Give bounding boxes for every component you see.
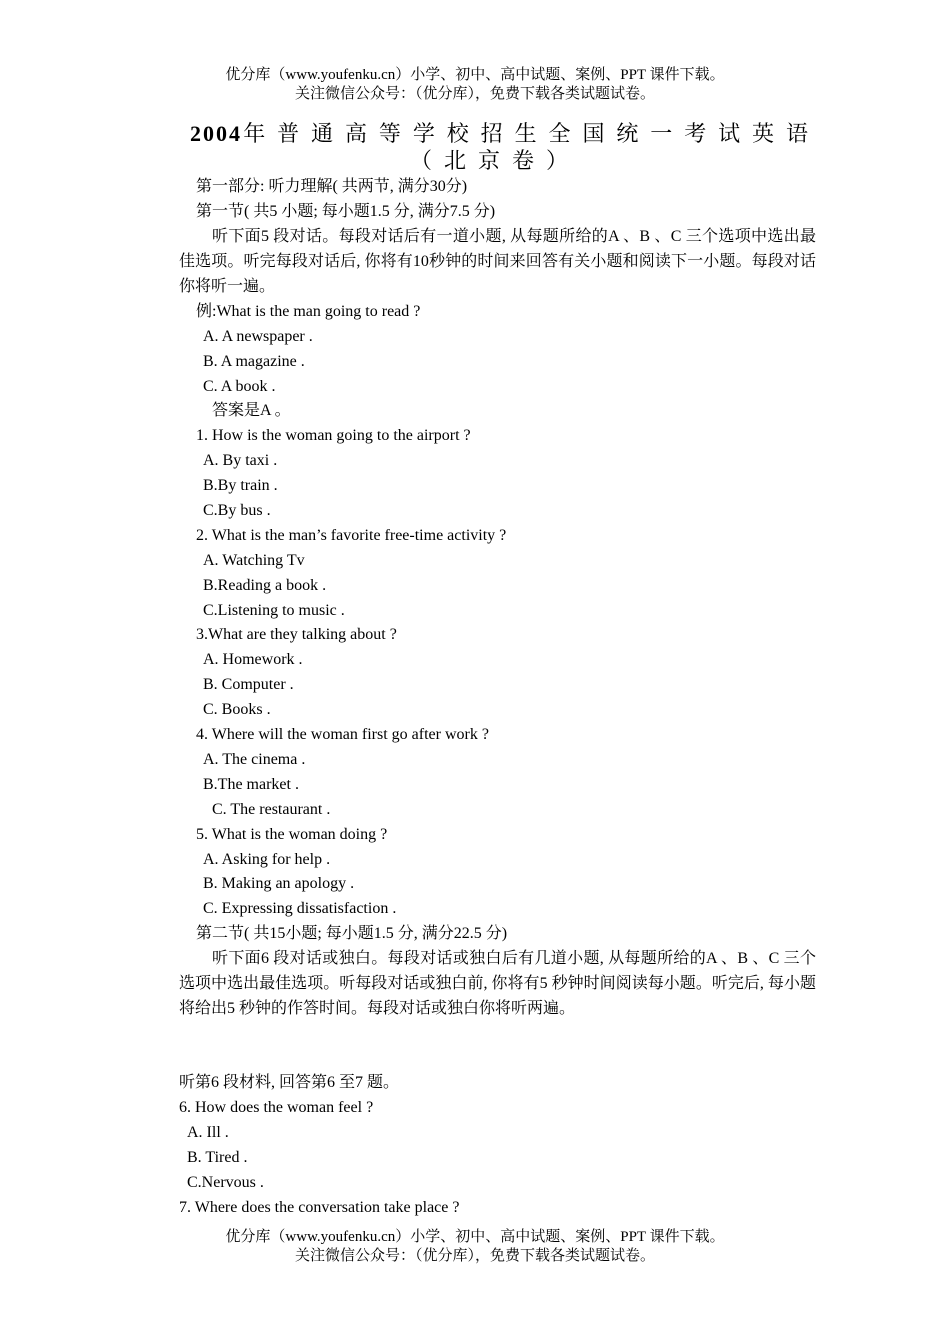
section1-heading: 第一节( 共5 小题; 每小题1.5 分, 满分7.5 分): [196, 203, 496, 220]
option: C.Listening to music .: [203, 602, 345, 619]
example-answer: 答案是A 。: [212, 402, 291, 419]
option: C.Nervous .: [187, 1174, 264, 1191]
section2-heading: 第二节( 共15小题; 每小题1.5 分, 满分22.5 分): [196, 925, 508, 942]
title-year: 2004: [190, 121, 242, 146]
example-question: 例:What is the man going to read ?: [196, 303, 421, 320]
example-option: B. A magazine .: [203, 353, 305, 370]
exam-title: [190, 121, 810, 147]
title-main: 年 普 通 高 等 学 校 招 生 全 国 统 一 考 试 英 语: [242, 121, 810, 146]
option: B. Tired .: [187, 1149, 248, 1166]
example-option: C. A book .: [203, 378, 276, 395]
question-4: 4. Where will the woman first go after work ?: [196, 726, 489, 743]
option: C. Expressing dissatisfaction .: [203, 900, 397, 917]
question-6: 6. How does the woman feel ?: [179, 1099, 374, 1116]
example-option: A. A newspaper .: [203, 328, 313, 345]
option: A. By taxi .: [203, 452, 278, 469]
option: B.The market .: [203, 776, 299, 793]
option: A. Asking for help .: [203, 851, 331, 868]
part1-heading: 第一部分: 听力理解( 共两节, 满分30分): [196, 178, 468, 195]
question-7: 7. Where does the conversation take place ?: [179, 1199, 460, 1216]
option: A. Homework .: [203, 651, 303, 668]
question-2: 2. What is the man’s favorite free-time activity ?: [196, 527, 507, 544]
option: B. Making an apology .: [203, 875, 355, 892]
page-header: [0, 66, 950, 104]
option: B.Reading a book .: [203, 577, 327, 594]
footer-line-1: 优分库（www.youfenku.cn）小学、初中、高中试题、案例、PPT 课件下载。: [225, 1229, 725, 1245]
option: A. Ill .: [187, 1124, 229, 1141]
header-line-1: 优分库（www.youfenku.cn）小学、初中、高中试题、案例、PPT 课件下载。: [225, 67, 725, 83]
question-3: 3.What are they talking about ?: [196, 626, 397, 643]
option: C.By bus .: [203, 502, 271, 519]
option: C. The restaurant .: [212, 801, 331, 818]
option: A. Watching Tv: [203, 552, 305, 569]
question-5: 5. What is the woman doing ?: [196, 826, 388, 843]
material-6-heading: 听第6 段材料, 回答第6 至7 题。: [179, 1074, 400, 1091]
exam-subtitle: （北京卷）: [409, 148, 580, 173]
header-line-2: 关注微信公众号：（优分库），免费下载各类试题试卷。: [294, 86, 655, 102]
option: B. Computer .: [203, 676, 294, 693]
section1-instructions: 听下面5 段对话。每段对话后有一道小题, 从每题所给的A 、B 、C 三个选项中选出最佳选项。听完每段对话后, 你将有10秒钟的时间来回答有关小题和阅读下一小题。每段对话你将听一遍。: [179, 228, 816, 295]
option: B.By train .: [203, 477, 278, 494]
section2-instructions: 听下面6 段对话或独白。每段对话或独白后有几道小题, 从每题所给的A 、B 、C 三个选项中选出最佳选项。听每段对话或独白前, 你将有5 秒钟时间阅读每小题。听完后, 每小题将给出5 秒钟的作答时间。每段对话或独白你将听两遍。: [179, 950, 816, 1017]
option: C. Books .: [203, 701, 271, 718]
question-1: 1. How is the woman going to the airport ?: [196, 427, 471, 444]
page-footer: [0, 1228, 950, 1266]
option: A. The cinema .: [203, 751, 306, 768]
footer-line-2: 关注微信公众号：（优分库），免费下载各类试题试卷。: [294, 1248, 655, 1264]
